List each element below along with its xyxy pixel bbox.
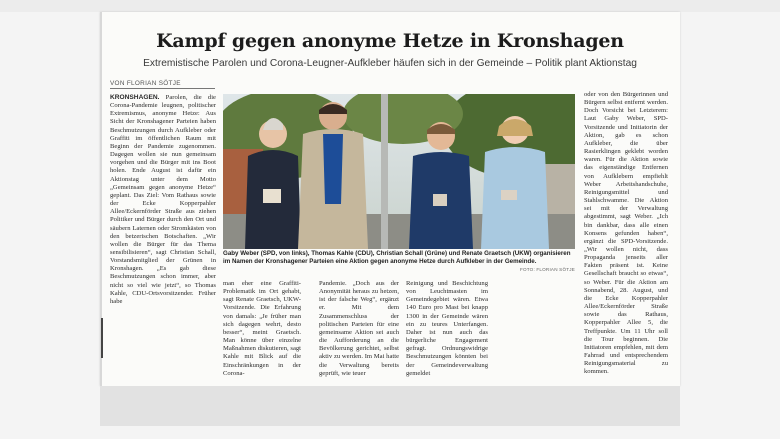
- newspaper-clipping: [100, 12, 680, 386]
- dateline: KRONSHAGEN.: [110, 94, 160, 101]
- viewer-bottom-bar: [100, 386, 680, 426]
- byline-rule: [110, 88, 215, 89]
- article-column-2: man eher eine Graffiti-Problematik im Ort gehabt, sagt Renate Graetsch, UKW-Vorsitzende. Die Erfahrung von damals: „Je früher man sich dagegen wehrt, desto besser“, meint Graetsch. Man könne über einzelne Maßnahmen diskutieren, sagt Kahle mit Blick auf die Einschränkungen in der Corona-: [223, 280, 301, 377]
- article-subheadline: Extremistische Parolen und Corona-Leugner-Aufkleber häufen sich in der Gemeinde – Politik plant Aktionstag: [143, 58, 637, 69]
- photo-caption: Gaby Weber (SPD, von links), Thomas Kahle (CDU), Christian Schall (Grüne) und Renate Graetsch (UKW) organisieren im Namen der Kronshagener Parteien eine Aktion gegen anonyme Hetze durch Aufkleber in der Gemeinde.: [223, 250, 571, 265]
- article-byline: VON FLORIAN SÖTJE: [110, 80, 181, 87]
- photo-credit: FOTO: FLORIAN SÖTJE: [519, 267, 575, 272]
- group-photo-illustration: [223, 94, 575, 249]
- article-photo: [223, 94, 575, 249]
- viewer-top-strip: [0, 0, 780, 12]
- article-column-1: [110, 94, 216, 306]
- margin-bracket: [101, 318, 106, 358]
- column-1-text: Parolen, die die Corona-Pandemie leugnen, politischer Extremismus, anonyme Hetze: Aus Sicht der Kronshagener Parteien haben Beschmutzungen durch Aufkleber oder Graffiti im öffentlichen Raum mit Beginn der Pandemie zugenommen. Dagegen wollen sie nun gemeinsam vorgehen und die Bürger mit ins Boot holen. Ende August ist dafür ein Aktionstag unter dem Motto „Gemeinsam gegen anonyme Hetze“ geplant. Das Ziel: Vom Rathaus sowie der Ecke Kopperpahler Allee/Eckernförder Straße aus ziehen Politiker und Bürger durch den Ort und säubern Laternen oder Stromkästen von den betzerischen Botschaften. „Wir wollen die Bürger für das Thema sensibilisieren“, sagt Christian Schall, Vorstandsmitglied der Grünen in Kronshagen. „Es gab diese Beschmutzungen schon immer, aber nicht so viel wie jetzt“, so Thomas Kahle, CDU-Ortsvorsitzender. Früher habe: [110, 94, 216, 305]
- article-column-5: oder von den Bürgerinnen und Bürgern selbst entfernt werden. Doch Vorsicht bei Letzterem: Laut Gaby Weber, SPD-Vorsitzende und Initiatorin der Aktion, gab es schon Aufkleber, die über Rasierklingen geklebt worden waren. Für die Aktion sowie das eigenständige Entfernen von Aufklebern empfiehlt Weber Arbeitshandschuhe, Reinigungsmittel und Stahlschwamme. Die Aktion sei mit der Verwaltung abgestimmt, sagt Weber. „Ich bin dankbar, dass alle einen Konsens gefunden haben“, ergänzt die SPD-Vorsitzende. „Wir wollen nicht, dass Propaganda jenseits aller Fakten präsent ist. Keine Gesellschaft braucht so etwas“, so Weber. Für die Aktion am Sonnabend, 28. August, und die Ecke Kopperpahler Allee/Eckernförder Straße sowie das Rathaus, Kopperpahler Allee 5, die Treffpunkte. Um 11 Uhr soll die Tour beginnen. Die Initiatoren empfehlen, mit dem Fahrrad und entsprechendem Reinigungsmaterial zu kommen.: [584, 91, 668, 376]
- article-column-3: Pandemie. „Doch aus der Anonymität heraus zu hetzen, ist der falsche Weg“, ergänzt er. Mit dem Zusammenschluss der politischen Parteien für eine gemeinsame Aktion sei auch die Aufforderung an die Bevölkerung gerichtet, selbst aktiv zu werden. Im Mai hatte die Verwaltung bereits geprüft, wie teuer: [319, 280, 399, 377]
- article-headline: Kampf gegen anonyme Hetze in Kronshagen: [156, 30, 624, 52]
- article-column-4: Reinigung und Beschichtung von Leuchtmasten im Gemeindegebiet wären. Etwa 140 Euro pro Mast bei knapp 1300 in der Gemeinde wären ein zu teures Unterfangen. Daher ist nun auch das bürgerliche Engagement gefragt. Ordnungswidrige Beschmutzungen könnten bei der Gemeindeverwaltung gemeldet: [406, 280, 488, 377]
